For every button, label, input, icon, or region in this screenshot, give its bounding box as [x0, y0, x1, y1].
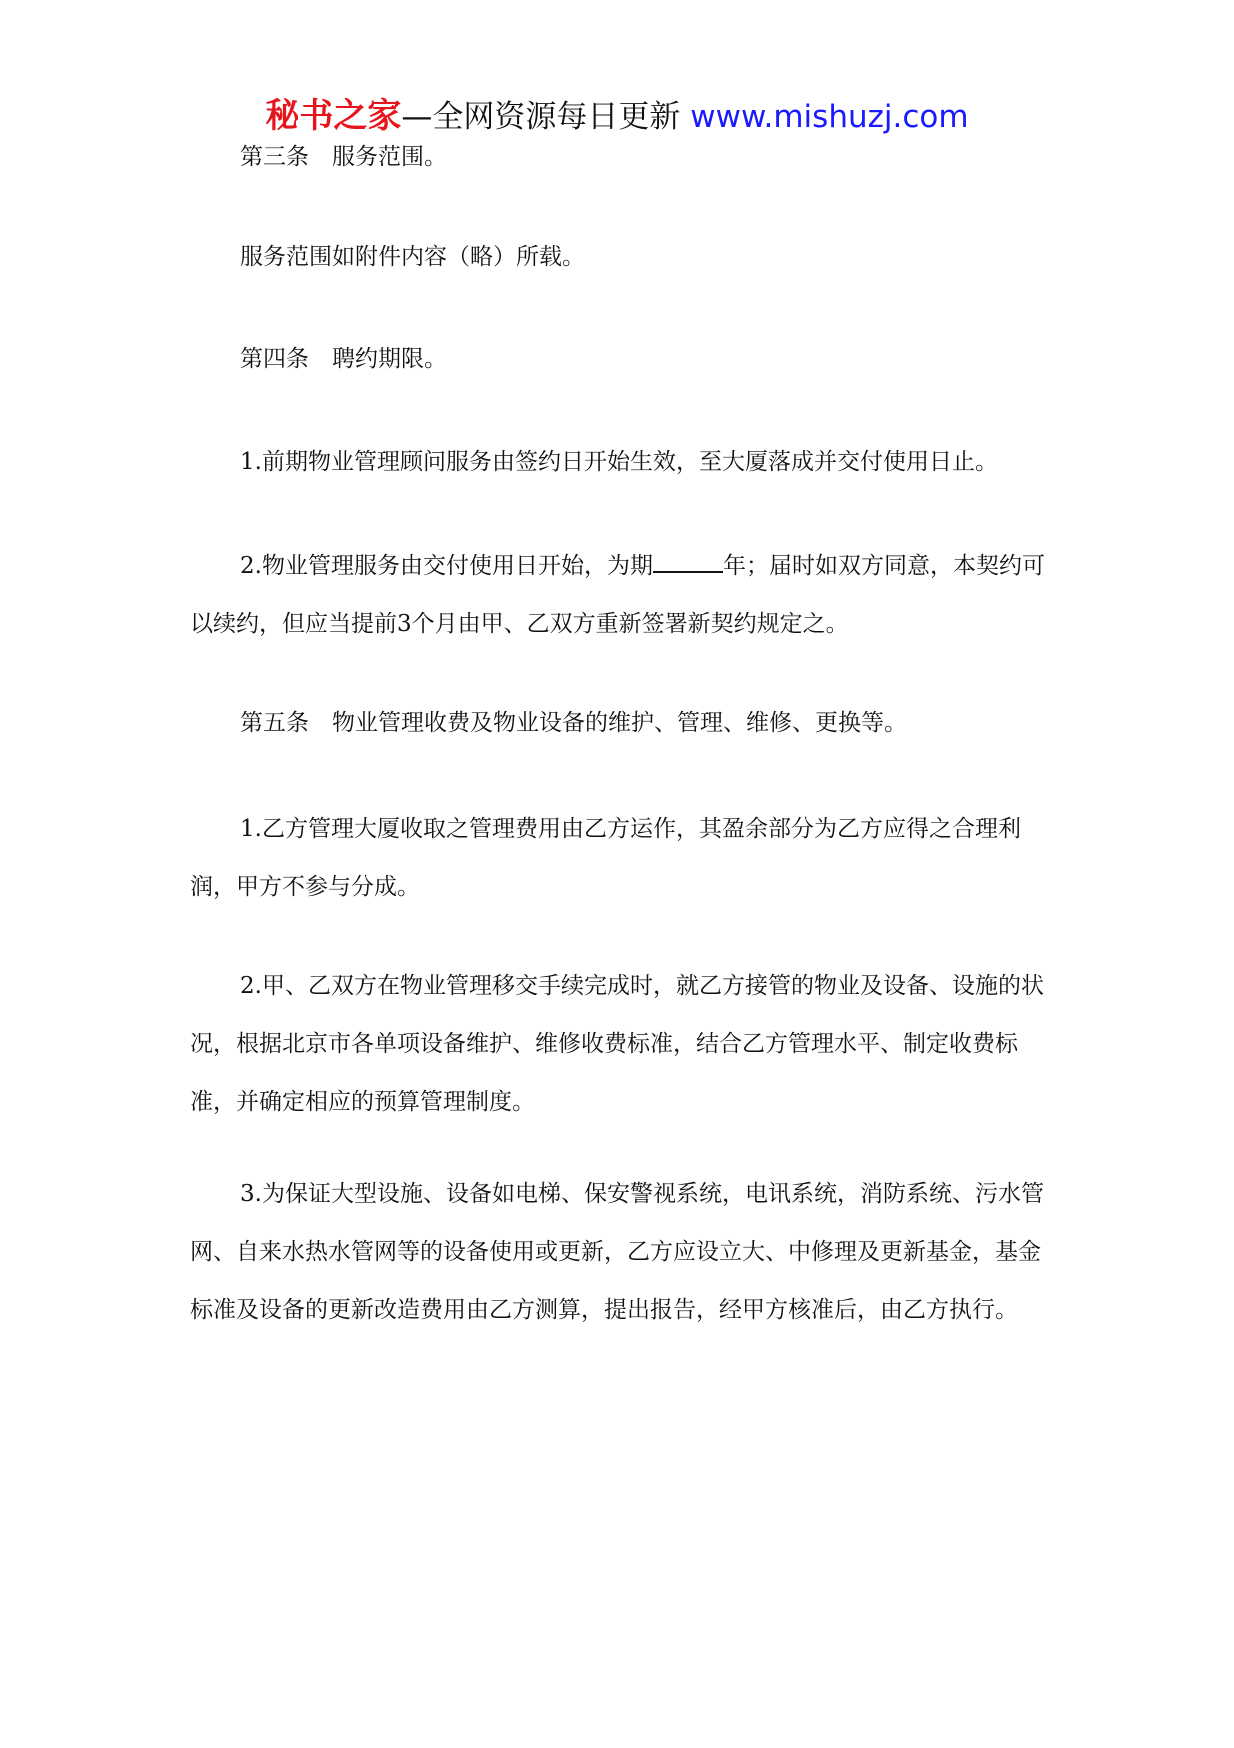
article-5-item-3: 3.为保证大型设施、设备如电梯、保安警视系统，电讯系统，消防系统、污水管网、自来水热水管网等的设备使用或更新，乙方应设立大、中修理及更新基金，基金标准及设备的更新改造费用由乙方测算，提出报告，经甲方核准后，由乙方执行。 — [190, 1181, 1044, 1323]
article-4-item-2-part-b: 年；届时如双方同意，本契约可以续约，但应当提前3个月由甲、乙双方重新签署新契约规定之。 — [190, 553, 1045, 637]
header-tagline: —全网资源每日更新 — [401, 99, 691, 135]
article-4-item-2-part-a: 2.物业管理服务由交付使用日开始，为期 — [240, 553, 653, 579]
brand-name: 秘书之家 — [265, 96, 402, 136]
article-4-item-1: 1.前期物业管理顾问服务由签约日开始生效，至大厦落成并交付使用日止。 — [240, 449, 998, 475]
article-5-item-1: 1.乙方管理大厦收取之管理费用由乙方运作，其盈余部分为乙方应得之合理利润，甲方不参与分成。 — [190, 816, 1021, 900]
blank-underline — [653, 551, 723, 573]
article-5-heading: 第五条 物业管理收费及物业设备的维护、管理、维修、更换等。 — [240, 710, 907, 736]
article-5-item-2: 2.甲、乙双方在物业管理移交手续完成时，就乙方接管的物业及设备、设施的状况，根据北京市各单项设备维护、维修收费标准，结合乙方管理水平、制定收费标准，并确定相应的预算管理制度。 — [190, 973, 1044, 1115]
site-url-link[interactable]: www.mishuzj.com — [690, 99, 969, 135]
article-3-heading: 第三条 服务范围。 — [240, 144, 447, 170]
article-4-item-2 — [190, 537, 1060, 653]
article-4-heading: 第四条 聘约期限。 — [240, 346, 447, 372]
article-3-text: 服务范围如附件内容（略）所载。 — [240, 244, 585, 270]
